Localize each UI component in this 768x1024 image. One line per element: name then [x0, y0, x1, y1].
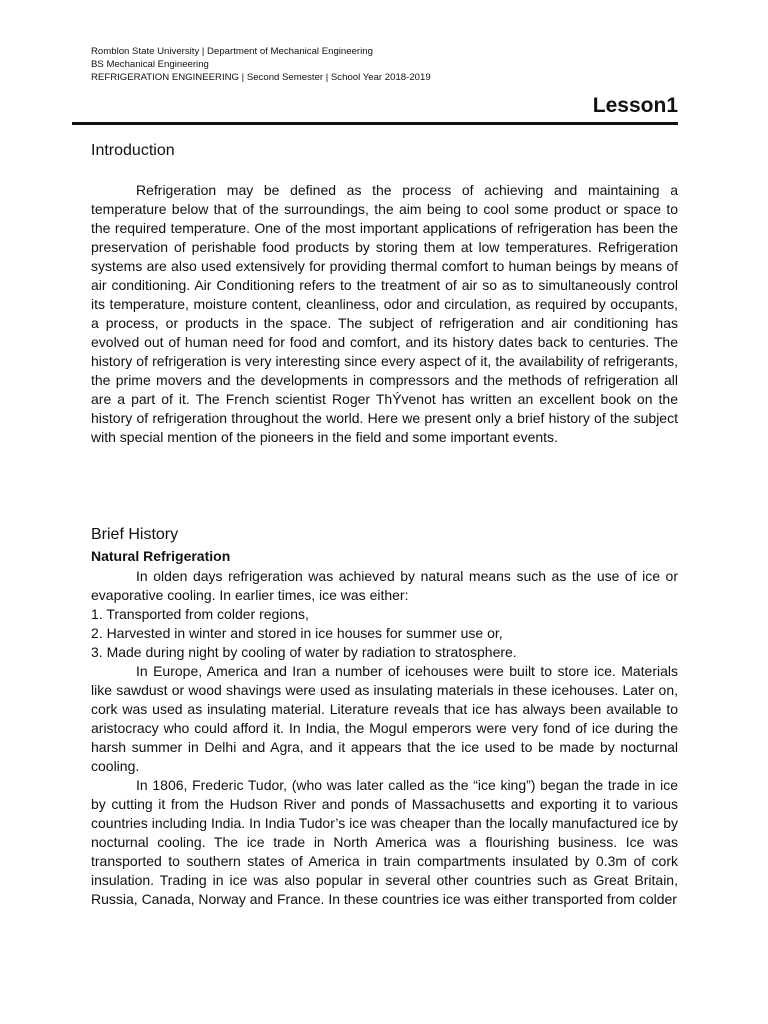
document-header	[91, 45, 431, 84]
brief-history-heading: Brief History	[91, 526, 179, 543]
header-course-line: REFRIGERATION ENGINEERING | Second Semester | School Year 2018-2019	[91, 72, 431, 83]
header-program-line: BS Mechanical Engineering	[91, 59, 209, 70]
history-paragraph-1: In olden days refrigeration was achieved by natural means such as the use of ice or evaporative cooling. In earlier times, ice was either:	[91, 568, 678, 603]
history-paragraph-3: In 1806, Frederic Tudor, (who was later called as the “ice king”) began the trade in ice by cutting it from the Hudson River and ponds of Massachusetts and exporting it to various countries including India. In India Tudor’s ice was cheaper than the locally manufactured ice by nocturnal cooling. The ice trade in North America was a flourishing business. Ice was transported to southern states of America in train compartments insulated by 0.3m of cork insulation. Trading in ice was also popular in several other countries such as Great Britain, Russia, Canada, Norway and France. In these countries ice was either transported from colder	[91, 777, 678, 907]
introduction-heading: Introduction	[91, 142, 175, 159]
header-university-line: Romblon State University | Department of Mechanical Engineering	[91, 46, 373, 57]
lesson-label: Lesson1	[592, 94, 678, 117]
introduction-paragraph: Refrigeration may be defined as the process of achieving and maintaining a temperature below that of the surroundings, the aim being to cool some product or space to the required temperature. One of the most important applications of refrigeration has been the preservation of perishable food products by storing them at low temperatures. Refrigeration systems are also used extensively for providing thermal comfort to human beings by means of air conditioning. Air Conditioning refers to the treatment of air so as to simultaneously control its temperature, moisture content, cleanliness, odor and circulation, as required by occupants, a process, or products in the space. The subject of refrigeration and air conditioning has evolved out of human need for food and comfort, and its history dates back to centuries. The history of refrigeration is very interesting since every aspect of it, the availability of refrigerants, the prime movers and the developments in compressors and the methods of refrigeration all are a part of it. The French scientist Roger ThÝvenot has written an excellent book on the history of refrigeration throughout the world. Here we present only a brief history of the subject with special mention of the pioneers in the field and some important events.	[91, 182, 678, 445]
list-item: 2. Harvested in winter and stored in ice houses for summer use or,	[91, 625, 503, 641]
natural-refrigeration-subheading: Natural Refrigeration	[91, 548, 231, 564]
history-paragraph-2: In Europe, America and Iran a number of icehouses were built to store ice. Materials like sawdust or wood shavings were used as insulating materials in these icehouses. Later on, cork was used as insulating material. Literature reveals that ice has always been available to aristocracy who could afford it. In India, the Mogul emperors were very fond of ice during the harsh summer in Delhi and Agra, and it appears that the ice used to be made by nocturnal cooling.	[91, 663, 678, 774]
list-item: 1. Transported from colder regions,	[91, 606, 309, 622]
header-divider	[72, 122, 678, 125]
list-item: 3. Made during night by cooling of water by radiation to stratosphere.	[91, 644, 517, 660]
